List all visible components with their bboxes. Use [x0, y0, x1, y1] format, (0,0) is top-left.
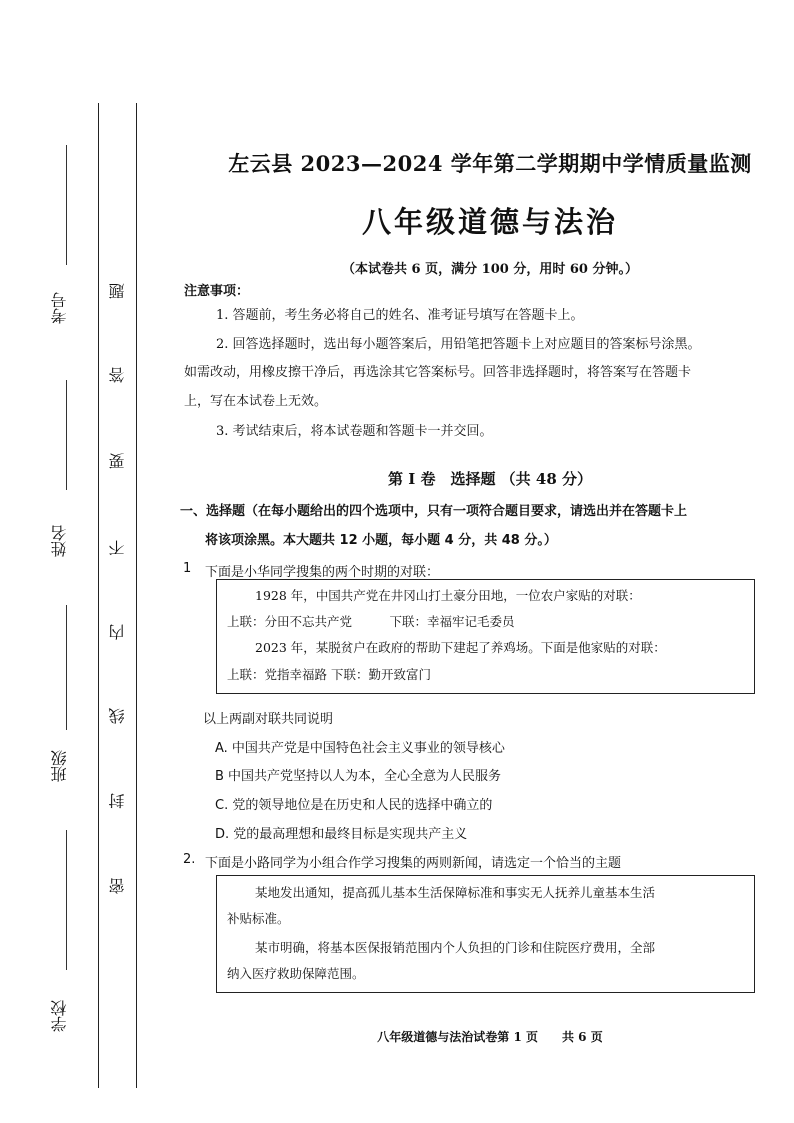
section-heading: 第 I 卷 选择题 （共 48 分）	[387, 470, 592, 488]
material-line: 上联：党指幸福路 下联：勤开致富门	[227, 667, 431, 682]
field-label-class: 班级	[50, 750, 69, 782]
seal-char-6: 线	[108, 708, 127, 724]
subject-title: 八年级道德与法治	[361, 205, 618, 239]
binding-line-inner	[136, 103, 137, 1088]
material-line: 某市明确，将基本医保报销范围内个人负担的门诊和住院医疗费用，全部	[255, 940, 656, 955]
question-stem: 下面是小路同学为小组合作学习搜集的两则新闻，请选定一个恰当的主题	[205, 856, 622, 871]
option-d: D. 党的最高理想和最终目标是实现共产主义	[215, 827, 468, 842]
exam-info: （本试卷共 6 页，满分 100 分，用时 60 分钟。）	[342, 262, 638, 277]
material-line: 补贴标准。	[227, 911, 290, 926]
material-line: 2023 年，某脱贫户在政府的帮助下建起了养鸡场。下面是他家贴的对联：	[255, 640, 666, 655]
field-label-name: 姓名	[50, 525, 69, 557]
notice-item-2-end: 上，写在本试卷上无效。	[184, 394, 328, 409]
field-underline-name-2	[66, 605, 67, 730]
material-line: 1928 年，中国共产党在井冈山打土豪分田地，一位农户家贴的对联：	[255, 588, 641, 603]
notice-heading: 注意事项：	[184, 284, 250, 299]
seal-char-1: 题	[108, 283, 127, 299]
section-instruction-2: 将该项涂黑。本大题共 12 小题，每小题 4 分，共 48 分。）	[205, 533, 557, 548]
question-prompt: 以上两副对联共同说明	[203, 712, 334, 727]
material-box	[216, 875, 755, 993]
binding-line-outer	[98, 103, 99, 1088]
field-underline-exam-number-2	[66, 380, 67, 490]
seal-char-5: 内	[108, 624, 127, 640]
seal-char-7: 封	[108, 793, 127, 809]
field-underline-exam-number	[66, 145, 67, 265]
option-a: A. 中国共产党是中国特色社会主义事业的领导核心	[215, 741, 505, 756]
notice-item-3: 3. 考试结束后，将本试卷题和答题卡一并交回。	[216, 424, 493, 439]
exam-title: 左云县 2023—2024 学年第二学期期中学情质量监测	[228, 151, 752, 176]
material-line: 上联：分田不忘共产党 下联：幸福牢记毛委员	[227, 614, 515, 629]
notice-item-2-cont: 如需改动，用橡皮擦干净后，再选涂其它答案标号。回答非选择题时，将答案写在答题卡	[184, 365, 692, 380]
section-instruction-1: 一、选择题（在每小题给出的四个选项中，只有一项符合题目要求，请选出并在答题卡上	[180, 504, 688, 519]
seal-char-8: 密	[108, 878, 127, 894]
notice-item-2: 2. 回答选择题时，选出每小题答案后，用铅笔把答题卡上对应题目的答案标号涂黑。	[216, 337, 701, 352]
field-label-exam-number: 考号	[50, 292, 69, 324]
material-box	[216, 579, 755, 694]
notice-item-1: 1. 答题前，考生务必将自己的姓名、准考证号填写在答题卡上。	[216, 308, 584, 323]
option-c: C. 党的领导地位是在历史和人民的选择中确立的	[215, 798, 493, 813]
seal-char-3: 要	[108, 453, 127, 469]
material-line: 纳入医疗救助保障范围。	[227, 966, 365, 981]
seal-char-4: 不	[108, 540, 127, 556]
field-label-school: 学校	[50, 1000, 69, 1032]
question-number: 2.	[183, 852, 196, 867]
page-footer: 八年级道德与法治试卷第 1 页 共 6 页	[377, 1030, 603, 1044]
question-stem: 下面是小华同学搜集的两个时期的对联：	[205, 565, 440, 580]
option-b: B 中国共产党坚持以人为本，全心全意为人民服务	[215, 769, 502, 784]
field-underline-class	[66, 830, 67, 970]
question-number: 1	[183, 561, 192, 576]
material-line: 某地发出通知，提高孤儿基本生活保障标准和事实无人抚养儿童基本生活	[255, 885, 656, 900]
seal-char-2: 答	[108, 367, 127, 383]
